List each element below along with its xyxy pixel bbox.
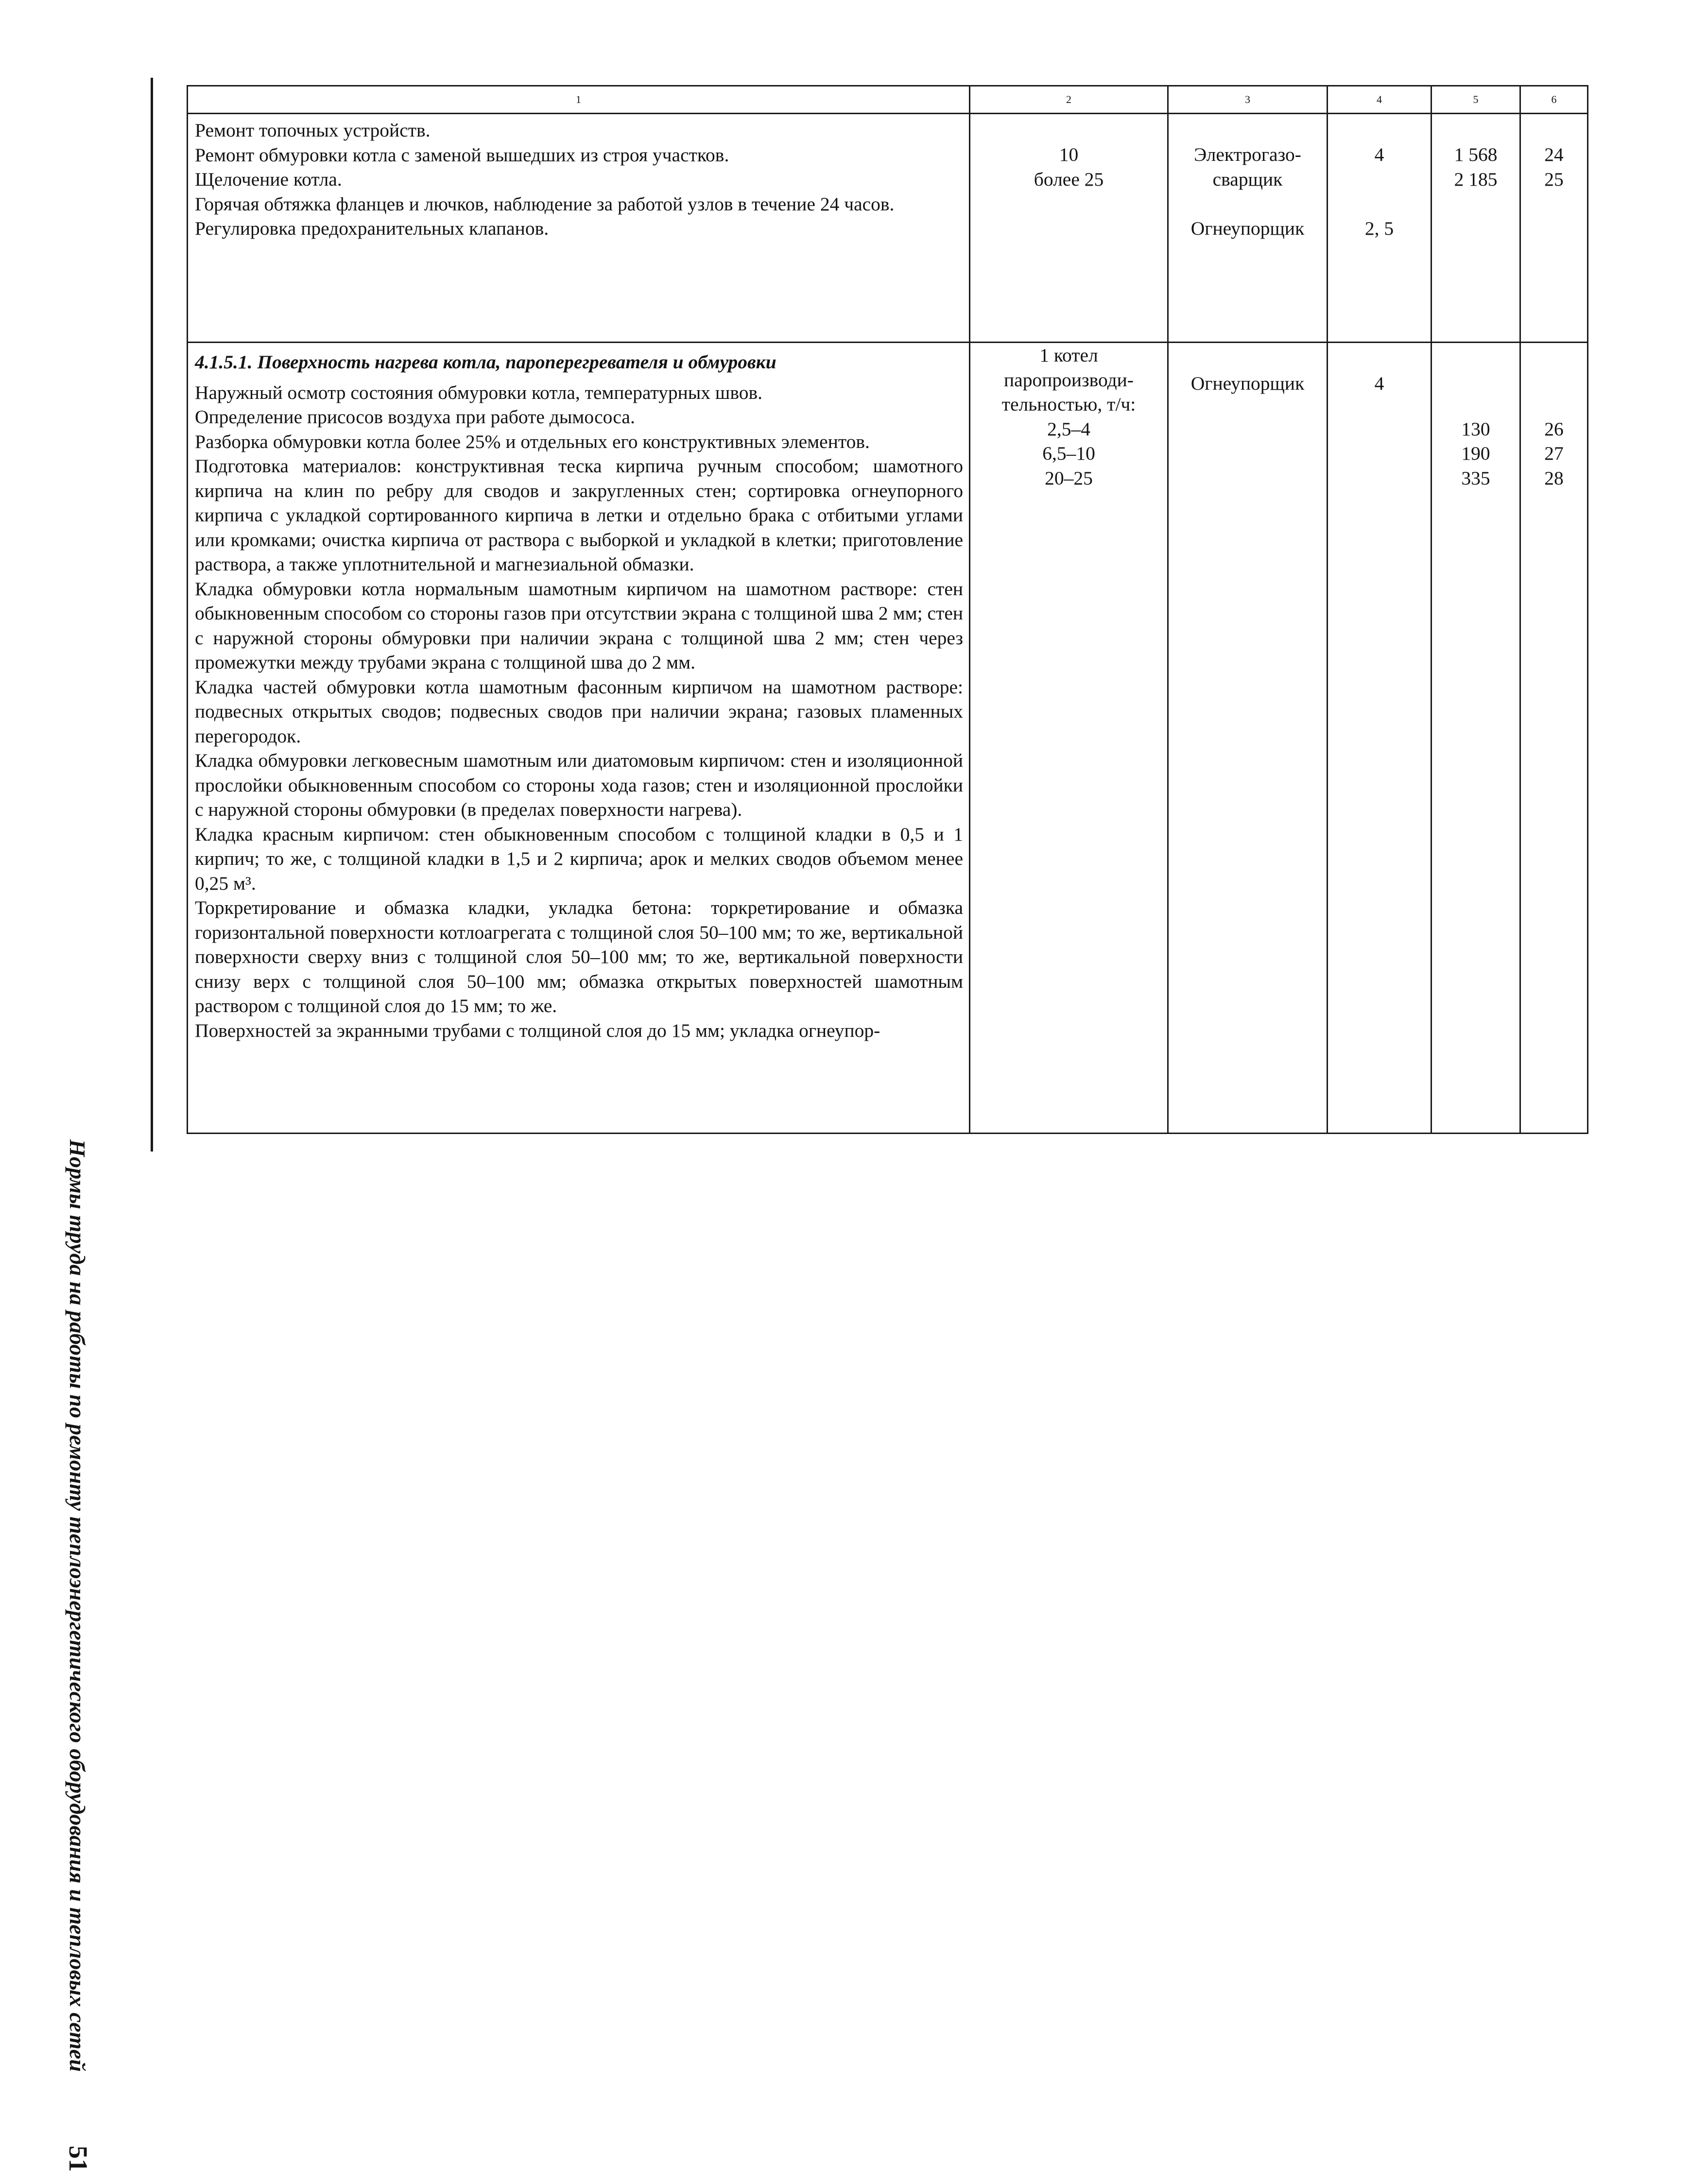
item-number: 27: [1544, 443, 1564, 464]
work-line: Ремонт обмуровки котла с заменой вышедших из строя участков.: [195, 144, 729, 166]
unit-value: 6,5–10: [1042, 443, 1095, 464]
unit-value: более 25: [1034, 168, 1104, 190]
item-number: 25: [1544, 168, 1564, 190]
item-number: 24: [1544, 144, 1564, 165]
grade-cell: [1328, 114, 1431, 343]
norm-value: [1432, 392, 1519, 417]
grade-value: 4: [1374, 373, 1384, 394]
work-line: Подготовка материалов: конструктивная теска кирпича ручным способом; шамотного кирпича на клин по ребру для сводов и закругленных стен; сортировка огнеупорного кирпича с укладкой сортированного кирпича в летки и отдельно брака с отбитыми углами или кромками; очистка кирпича от раствора с выборкой и укладкой в клетки; приготовление раствора, а также уплотнительной и магнезиальной обмазки.: [195, 455, 963, 575]
norm-value: [1432, 343, 1519, 368]
header-rule: [151, 78, 153, 1152]
norms-table: [187, 85, 1588, 1134]
grade-value: [1328, 167, 1431, 192]
unit-value: 2,5–4: [1047, 418, 1090, 440]
col-number-5: 5: [1431, 86, 1520, 114]
col-number-3: 3: [1168, 86, 1328, 114]
norm-value: 190: [1461, 443, 1490, 464]
unit-value: 1 котел: [1039, 344, 1098, 366]
profession-line: [1169, 191, 1327, 216]
item-number: [1521, 343, 1587, 368]
norm-value: 2 185: [1454, 168, 1498, 190]
section-title: 4.1.5.1. Поверхность нагрева котла, пароперегревателя и обмуровки: [195, 351, 776, 373]
header-title: Нормы труда на работы по ремонту теплоэнергетического оборудования и тепловых сетей: [65, 1139, 90, 2072]
unit-value: тельностью, т/ч:: [1001, 394, 1136, 415]
norm-value: [1432, 368, 1519, 393]
unit-value: 20–25: [1045, 467, 1093, 489]
profession-cell: [1168, 114, 1328, 343]
profession-line: сварщик: [1212, 168, 1283, 190]
profession-line: Огнеупорщик: [1190, 217, 1305, 239]
item-number-cell: [1520, 343, 1588, 1134]
work-line: Кладка частей обмуровки котла шамотным фасонным кирпичом на шамотном растворе: подвесных открытых сводов; подвесных сводов при наличии экрана; газовых пламенных перегородок.: [195, 676, 963, 747]
norm-value: 130: [1461, 418, 1490, 440]
unit-cell: [970, 343, 1168, 1134]
norm-cell: [1431, 114, 1520, 343]
profession-line: Огнеупорщик: [1190, 373, 1305, 394]
item-number: [1521, 392, 1587, 417]
table-row: [188, 343, 1588, 1134]
item-number: [1521, 368, 1587, 393]
work-line: Кладка обмуровки легковесным шамотным или диатомовым кирпичом: стен и изоляционной прослойки обыкновенным способом со стороны хода газов; стен и изоляционной прослойки с наружной стороны обмуровки (в пределах поверхности нагрева).: [195, 750, 963, 820]
work-description-cell: [188, 343, 970, 1134]
col-number-1: 1: [188, 86, 970, 114]
grade-cell: [1328, 343, 1431, 1134]
work-line: Кладка красным кирпичом: стен обыкновенным способом с толщиной кладки в 0,5 и 1 кирпич; то же, с толщиной кладки в 1,5 и 2 кирпича; арок и мелких сводов объемом менее 0,25 м³.: [195, 823, 963, 894]
page-number: 51: [64, 2146, 93, 2172]
profession-cell: [1168, 343, 1328, 1134]
item-number-cell: [1520, 114, 1588, 343]
col-number-4: 4: [1328, 86, 1431, 114]
work-line: Щелочение котла.: [195, 169, 342, 190]
table-header: [188, 86, 1588, 114]
grade-value: [1328, 191, 1431, 216]
col-number-2: 2: [970, 86, 1168, 114]
work-line: Наружный осмотр состояния обмуровки котла, температурных швов.: [195, 381, 762, 403]
norm-cell: [1431, 343, 1520, 1134]
work-line: Торкретирование и обмазка кладки, укладка бетона: торкретирование и обмазка горизонтальной поверхности котлоагрегата с толщиной слоя 50–100 мм; то же, вертикальной поверхности сверху вниз с толщиной слоя 50–100 мм; то же, вертикальной поверхности снизу верх с толщиной слоя 50–100 мм; обмазка открытых поверхностей шамотным раствором с толщиной слоя до 15 мм; то же.: [195, 897, 963, 1016]
work-line: Ремонт топочных устройств.: [195, 120, 431, 141]
norm-value: 335: [1461, 467, 1490, 489]
item-number: 26: [1544, 418, 1564, 440]
table-row: [188, 114, 1588, 343]
work-line: Разборка обмуровки котла более 25% и отдельных его конструктивных элементов.: [195, 430, 870, 452]
norm-value: 1 568: [1454, 144, 1498, 165]
running-header: [53, 1139, 102, 2184]
unit-value: 10: [1059, 144, 1079, 165]
grade-value: 4: [1374, 144, 1384, 165]
profession-line: Электрогазо-: [1194, 144, 1301, 165]
work-line: Кладка обмуровки котла нормальным шамотным кирпичом на шамотном растворе: стен обыкновенным способом со стороны газов при отсутствии экрана с толщиной шва 2 мм; стен с наружной стороны обмуровки при наличии экрана с толщиной шва 2 мм; стен через промежутки между трубами экрана с толщиной шва до 2 мм.: [195, 578, 963, 673]
work-line: Поверхностей за экранными трубами с толщиной слоя до 15 мм; укладка огнеупор-: [195, 1019, 880, 1041]
work-line: Регулировка предохранительных клапанов.: [195, 218, 549, 239]
unit-value: паропроизводи-: [1004, 369, 1134, 391]
work-line: Определение присосов воздуха при работе дымососа.: [195, 406, 635, 428]
grade-value: 2, 5: [1364, 217, 1394, 239]
col-number-6: 6: [1520, 86, 1588, 114]
unit-cell: [970, 114, 1168, 343]
work-line: Горячая обтяжка фланцев и лючков, наблюдение за работой узлов в течение 24 часов.: [195, 193, 895, 215]
item-number: 28: [1544, 467, 1564, 489]
work-description-cell: [188, 114, 970, 343]
